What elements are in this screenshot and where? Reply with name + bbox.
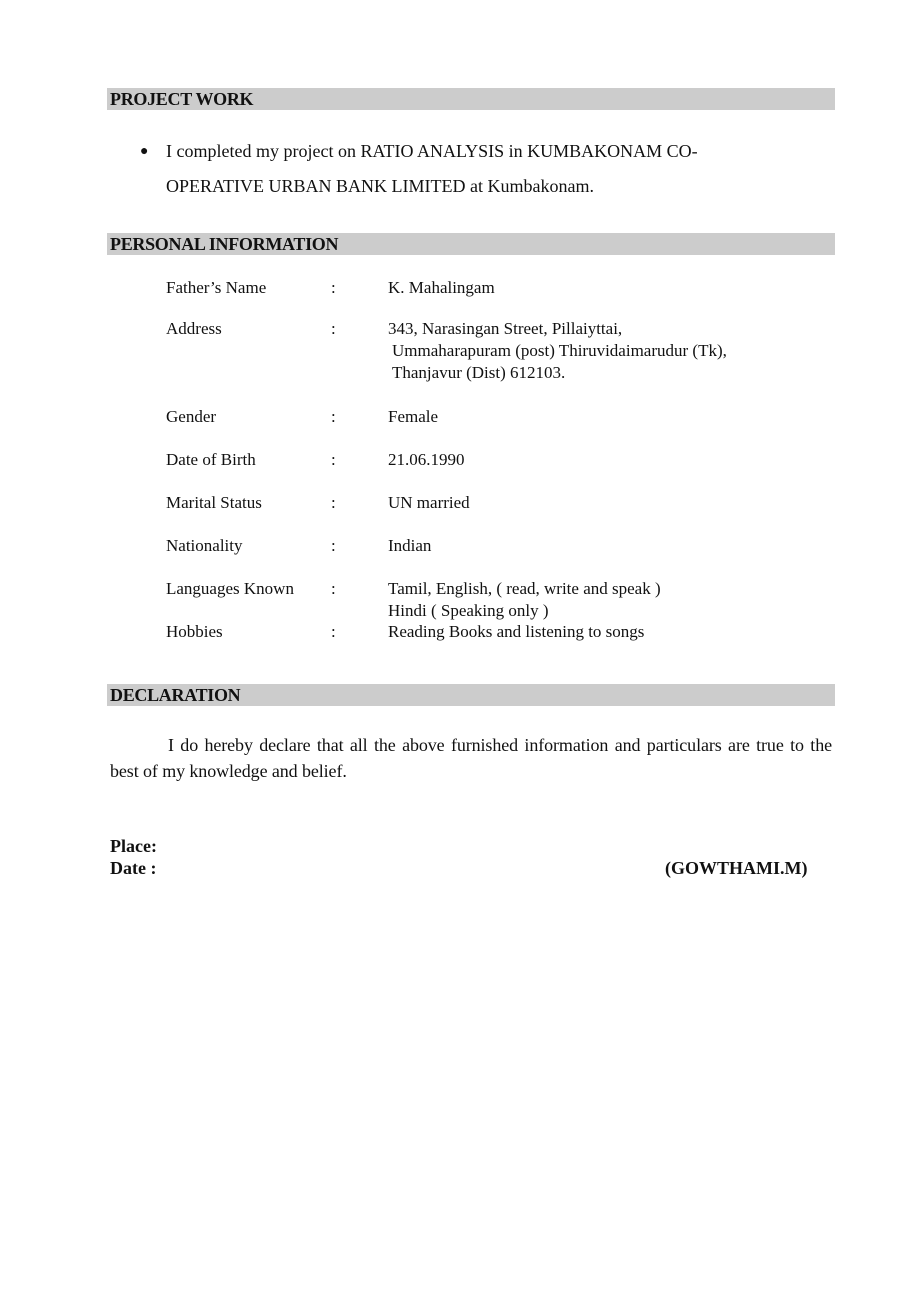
field-value [388, 318, 727, 384]
field-separator: : [331, 536, 336, 555]
field-separator: : [331, 278, 336, 297]
project-line-2: OPERATIVE URBAN BANK LIMITED at Kumbakonam. [166, 176, 594, 196]
date-label: Date : [110, 858, 157, 878]
section-title: DECLARATION [110, 685, 241, 705]
section-title: PERSONAL INFORMATION [110, 234, 339, 254]
field-value-line: Female [388, 407, 439, 426]
project-description [166, 134, 776, 204]
field-value [388, 449, 465, 471]
section-header-declaration [107, 684, 835, 706]
field-value-line: UN married [388, 493, 470, 512]
field-separator: : [331, 407, 336, 426]
field-separator: : [331, 622, 336, 641]
field-value-line: K. Mahalingam [388, 278, 495, 297]
field-label: Gender [166, 407, 217, 426]
field-separator: : [331, 450, 336, 469]
field-value-line: Indian [388, 536, 432, 555]
project-line-1: I completed my project on RATIO ANALYSIS in KUMBAKONAM CO- [166, 141, 698, 161]
field-value [388, 621, 644, 643]
field-value-line: Hindi ( Speaking only ) [388, 601, 549, 620]
place-label: Place: [110, 836, 157, 856]
field-value-line: Thanjavur (Dist) 612103. [392, 363, 566, 382]
field-value [388, 277, 495, 299]
field-value [388, 406, 438, 428]
field-value [388, 492, 470, 514]
field-label: Languages Known [166, 579, 294, 598]
field-separator: : [331, 493, 336, 512]
section-header-project-work [107, 88, 835, 110]
field-value-line: Reading Books and listening to songs [388, 622, 645, 641]
bullet-dot-icon: ● [140, 144, 149, 159]
field-label: Father’s Name [166, 278, 267, 297]
field-value-line: Tamil, English, ( read, write and speak ) [388, 579, 661, 598]
field-value-line: 343, Narasingan Street, Pillaiyttai, [388, 319, 623, 338]
field-label: Marital Status [166, 493, 262, 512]
field-separator: : [331, 579, 336, 598]
field-value-line: 21.06.1990 [388, 450, 465, 469]
field-label: Nationality [166, 536, 243, 555]
field-label: Address [166, 319, 222, 338]
field-label: Date of Birth [166, 450, 256, 469]
field-separator: : [331, 319, 336, 338]
section-header-personal-information [107, 233, 835, 255]
field-value-line: Ummaharapuram (post) Thiruvidaimarudur (Tk), [392, 341, 727, 360]
field-value [388, 578, 661, 622]
field-value [388, 535, 431, 557]
section-title: PROJECT WORK [110, 89, 254, 109]
declaration-text: I do hereby declare that all the above furnished information and particulars are true to the best of my knowledge and belief. [110, 735, 832, 781]
field-label: Hobbies [166, 622, 223, 641]
signature-name: (GOWTHAMI.M) [665, 858, 808, 878]
